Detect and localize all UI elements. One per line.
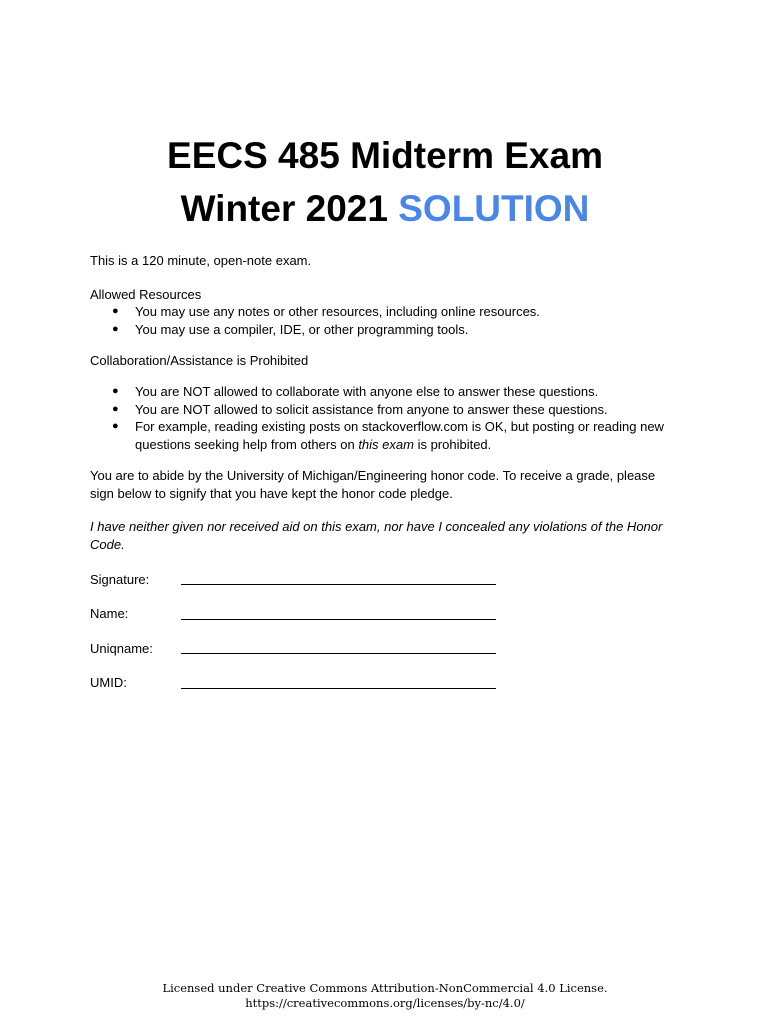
intro-text: This is a 120 minute, open-note exam. <box>90 253 312 268</box>
prohibited-list <box>90 383 690 453</box>
prohibited-heading: Collaboration/Assistance is Prohibited <box>90 353 309 368</box>
bullet-icon: ● <box>112 420 119 432</box>
bullet-icon: ● <box>112 402 119 415</box>
license-url[interactable]: https://creativecommons.org/licenses/by-nc/4.0/ <box>245 996 525 1010</box>
honor-pledge: I have neither given nor received aid on this exam, nor have I concealed any violations of the Honor Code. <box>90 519 663 552</box>
uniqname-label: Uniqname: <box>90 641 153 656</box>
name-label: Name: <box>90 606 129 621</box>
license-text: Licensed under Creative Commons Attribution-NonCommercial 4.0 License. <box>162 981 608 995</box>
signature-field[interactable] <box>181 584 496 585</box>
uniqname-field[interactable] <box>181 653 496 654</box>
umid-field[interactable] <box>181 688 496 689</box>
list-item: ● You may use any notes or other resources, including online resources. <box>112 304 540 319</box>
signature-label: Signature: <box>90 572 150 587</box>
exam-term: Winter 2021 <box>180 188 388 229</box>
exam-title: EECS 485 Midterm Exam <box>167 135 603 176</box>
bullet-icon: ● <box>112 385 119 397</box>
allowed-list <box>90 303 690 338</box>
honor-code-text: You are to abide by the University of Michigan/Engineering honor code. To receive a grade, please sign below to signify that you have kept the honor code pledge. <box>90 468 656 501</box>
list-item: ● You are NOT allowed to collaborate with anyone else to answer these questions. <box>112 384 599 399</box>
bullet-icon: ● <box>112 305 119 317</box>
umid-label: UMID: <box>90 675 127 690</box>
name-field[interactable] <box>181 619 496 620</box>
allowed-heading: Allowed Resources <box>90 287 202 302</box>
list-item: ● For example, reading existing posts on stackoverflow.com is OK, but posting or reading new questions seeking help from others on this exam is prohibited. <box>112 419 664 452</box>
list-item: ● You are NOT allowed to solicit assistance from anyone to answer these questions. <box>112 401 608 417</box>
bullet-icon: ● <box>112 322 119 335</box>
list-item: ● You may use a compiler, IDE, or other programming tools. <box>112 321 469 337</box>
exam-term-title <box>0 190 770 227</box>
solution-label: SOLUTION <box>398 188 590 229</box>
